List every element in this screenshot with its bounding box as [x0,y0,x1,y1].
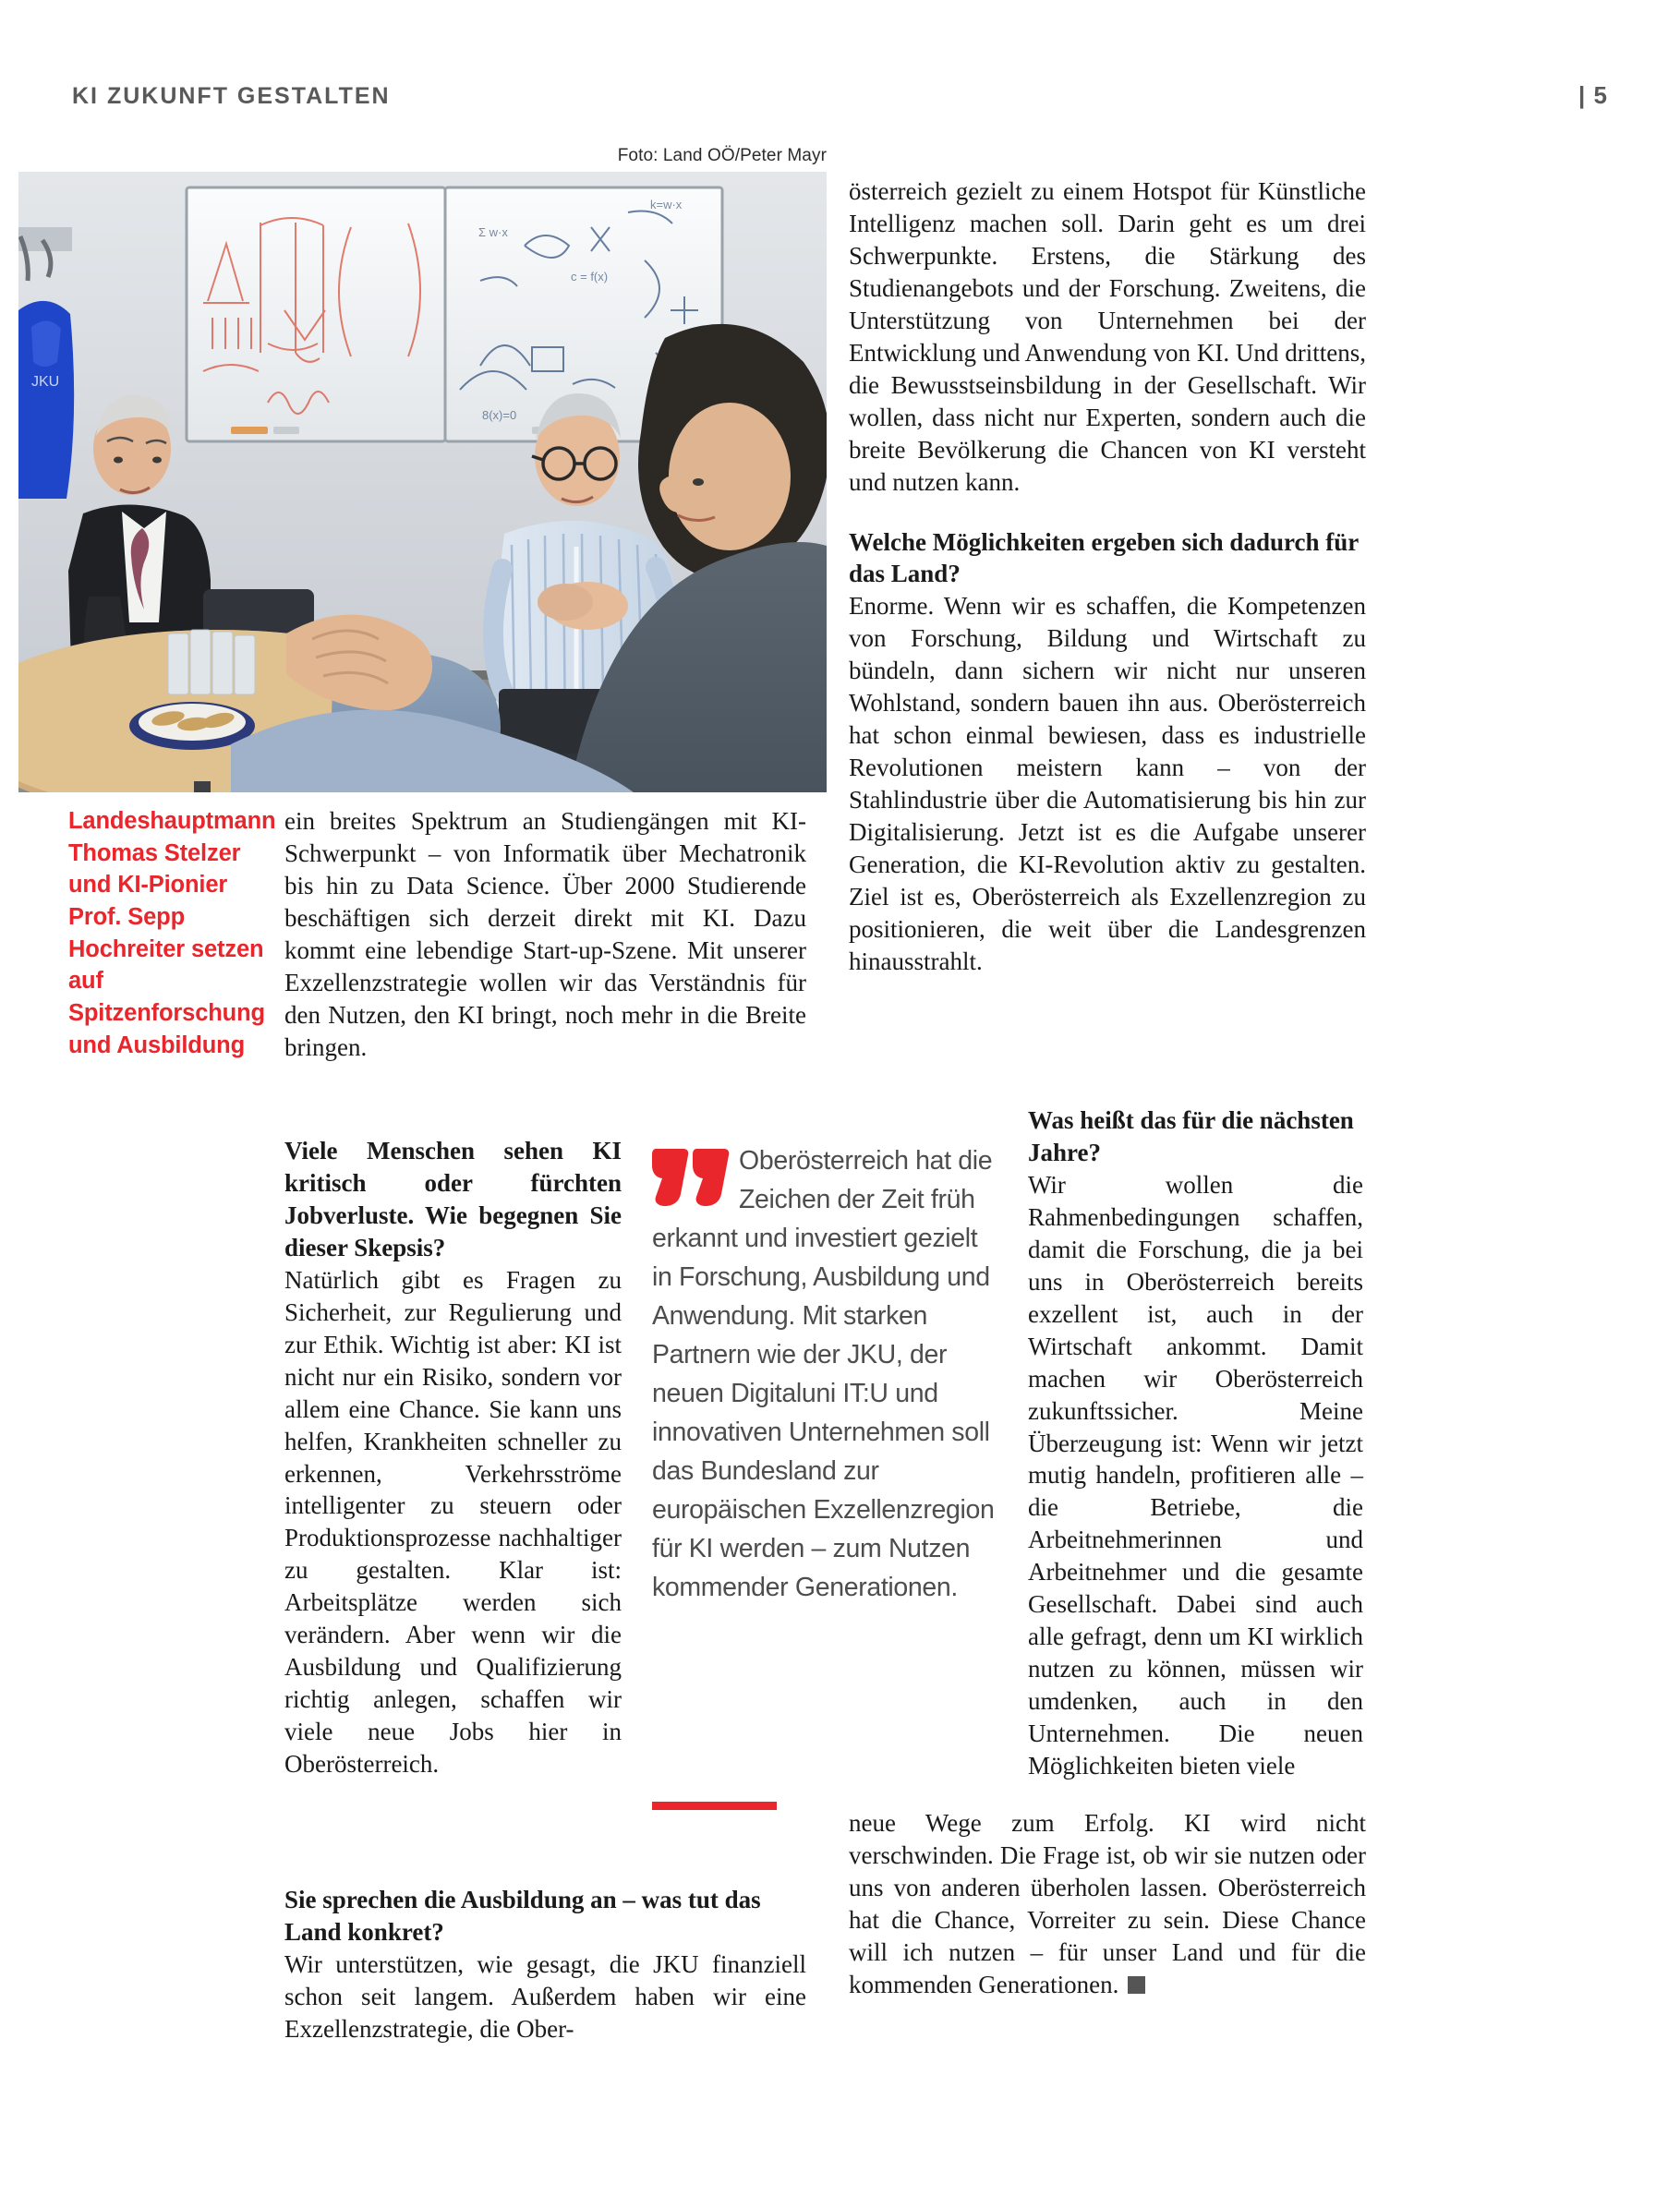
svg-text:Σ w·x: Σ w·x [478,225,508,239]
answer-4: Wir wollen die Rahmenbedingungen schaffen, damit die Forschung, die ja bei uns in Oberösterreich bereits exzellent ist, auch in der Wirtschaft ankommt. Damit machen wir Oberösterreich zukunftssicher. Meine Überzeugung ist: Wenn wir jetzt mutig handeln, profitieren alle – die Betriebe, die Arbeitnehmerinnen und Arbeitnehmer und die gesamte Gesellschaft. Dabei sind auch alle gefragt, denn um KI wirklich nutzen zu können, müssen wir umdenken, auch in den Unternehmen. Die neuen Möglichkeiten bieten viele [1028,1170,1363,1780]
question-heading-2: Welche Möglichkeiten ergeben sich dadurch für das Land? [849,527,1359,588]
pull-quote [652,1141,1003,1607]
paragraph-continuation-top: österreich gezielt zu einem Hotspot für Künstliche Intelligenz machen soll. Darin geht es um drei Schwerpunkte. Erstens, die Stärkung des Studienangebots und der Forschung. Zweitens, die Unterstützung von Unternehmen bei der Entwicklung und Anwendung von KI. Und drittens, die Bewusstseinsbildung in der Gesellschaft. Wir wollen, dass nicht nur Experten, sondern auch die breite Bevölkerung die Chancen von KI versteht und nutzen kann. [849,177,1366,496]
photo-caption-red: Landeshauptmann Thomas Stelzer und KI-Pionier Prof. Sepp Hochreiter setzen auf Spitzenforschung und Ausbildung [68,808,276,1058]
svg-text:c = f(x): c = f(x) [571,270,609,284]
pull-quote-rule [652,1802,777,1810]
answer-3: Wir unterstützen, wie gesagt, die JKU finanziell schon seit langem. Außerdem haben wir eine Exzellenzstrategie, die Ober- [284,1949,806,2043]
running-head-title: KI ZUKUNFT GESTALTEN [72,83,391,109]
svg-text:k=w·x: k=w·x [650,198,683,211]
question-heading-3: Sie sprechen die Ausbildung an – was tut das Land konkret? [284,1886,761,1946]
close-quote-icon [652,1147,731,1206]
svg-text:8(x)=0: 8(x)=0 [482,408,517,422]
column-left-continuation [284,805,806,1064]
column-right-question-4 [1028,1104,1363,1782]
running-head [72,81,1608,118]
column-bottom-continuation [849,1807,1366,2001]
interview-photo [18,172,827,792]
answer-4-continued [849,1807,1366,2001]
photo-credit: Foto: Land OÖ/Peter Mayr [617,146,827,165]
answer-4-continued-text: neue Wege zum Erfolg. KI wird nicht verschwinden. Die Frage ist, ob wir sie nutzen oder uns von anderen überholen lassen. Oberösterreich hat die Chance, Vorreiter zu sein. Diese Chance will ich nutzen – für unser Land und für die kommenden Generationen. [849,1809,1366,1998]
column-right-top [849,175,1366,978]
answer-2: Enorme. Wenn wir es schaffen, die Kompetenzen von Forschung, Bildung und Wirtschaft zu bündeln, dann sichern wir nicht nur unseren Wohlstand, sondern bauen ihn aus. Oberösterreich hat schon einmal bewiesen, dass es industrielle Revolutionen meistern kann – von der Stahlindustrie über die Automatisierung bis hin zur Digitalisierung. Jetzt ist es die Aufgabe unserer Generation, die KI-Revolution aktiv zu gestalten. Ziel ist es, Oberösterreich als Exzellenzregion zu positionieren, die weit über die Landesgrenzen hinausstrahlt. [849,592,1366,975]
page-number: | 5 [1578,81,1608,109]
photo-illustration [18,172,827,792]
whiteboard-left [187,187,445,441]
column-left-question-3 [284,1884,806,2045]
paragraph-left-continuation: ein breites Spektrum an Studiengängen mit KI-Schwerpunkt – von Informatik über Mechatronik bis hin zu Data Science. Über 2000 Studierende beschäftigen sich derzeit direkt mit KI. Dazu kommt eine lebendige Start-up-Szene. Mit unserer Exzellenzstrategie wollen wir das Verständnis für den Nutzen, den KI bringt, noch mehr in die Breite bringen. [284,807,806,1061]
question-heading-1: Viele Menschen sehen KI kritisch oder fürchten Jobverluste. Wie begegnen Sie dieser Skepsis? [284,1137,622,1261]
end-of-article-marker [1128,1976,1145,1994]
question-heading-4: Was heißt das für die nächsten Jahre? [1028,1106,1354,1166]
column-left-question-1 [284,1135,622,1780]
pull-quote-text: Oberösterreich hat die Zeichen der Zeit früh erkannt und investiert gezielt in Forschung, Ausbildung und Anwendung. Mit starken Partnern wie der JKU, der neuen Digitaluni IT:U und innovativen Unternehmen soll das Bundesland zur europäischen Exzellenzregion für KI werden – zum Nutzen kommender Generationen. [652,1146,995,1603]
svg-text:JKU: JKU [31,374,60,390]
answer-1: Natürlich gibt es Fragen zu Sicherheit, zur Regulierung und zur Ethik. Wichtig ist aber: KI ist nicht nur ein Risiko, sondern vor allem eine Chance. Sie kann uns helfen, Krankheiten schneller zu erkennen, Verkehrsströme intelligenter zu steuern oder Produktionsprozesse nachhaltiger zu gestalten. Klar ist: Arbeitsplätze werden sich verändern. Aber wenn wir die Ausbildung und Qualifizierung richtig anlegen, schaffen wir viele neue Jobs hier in Oberösterreich. [284,1265,622,1779]
